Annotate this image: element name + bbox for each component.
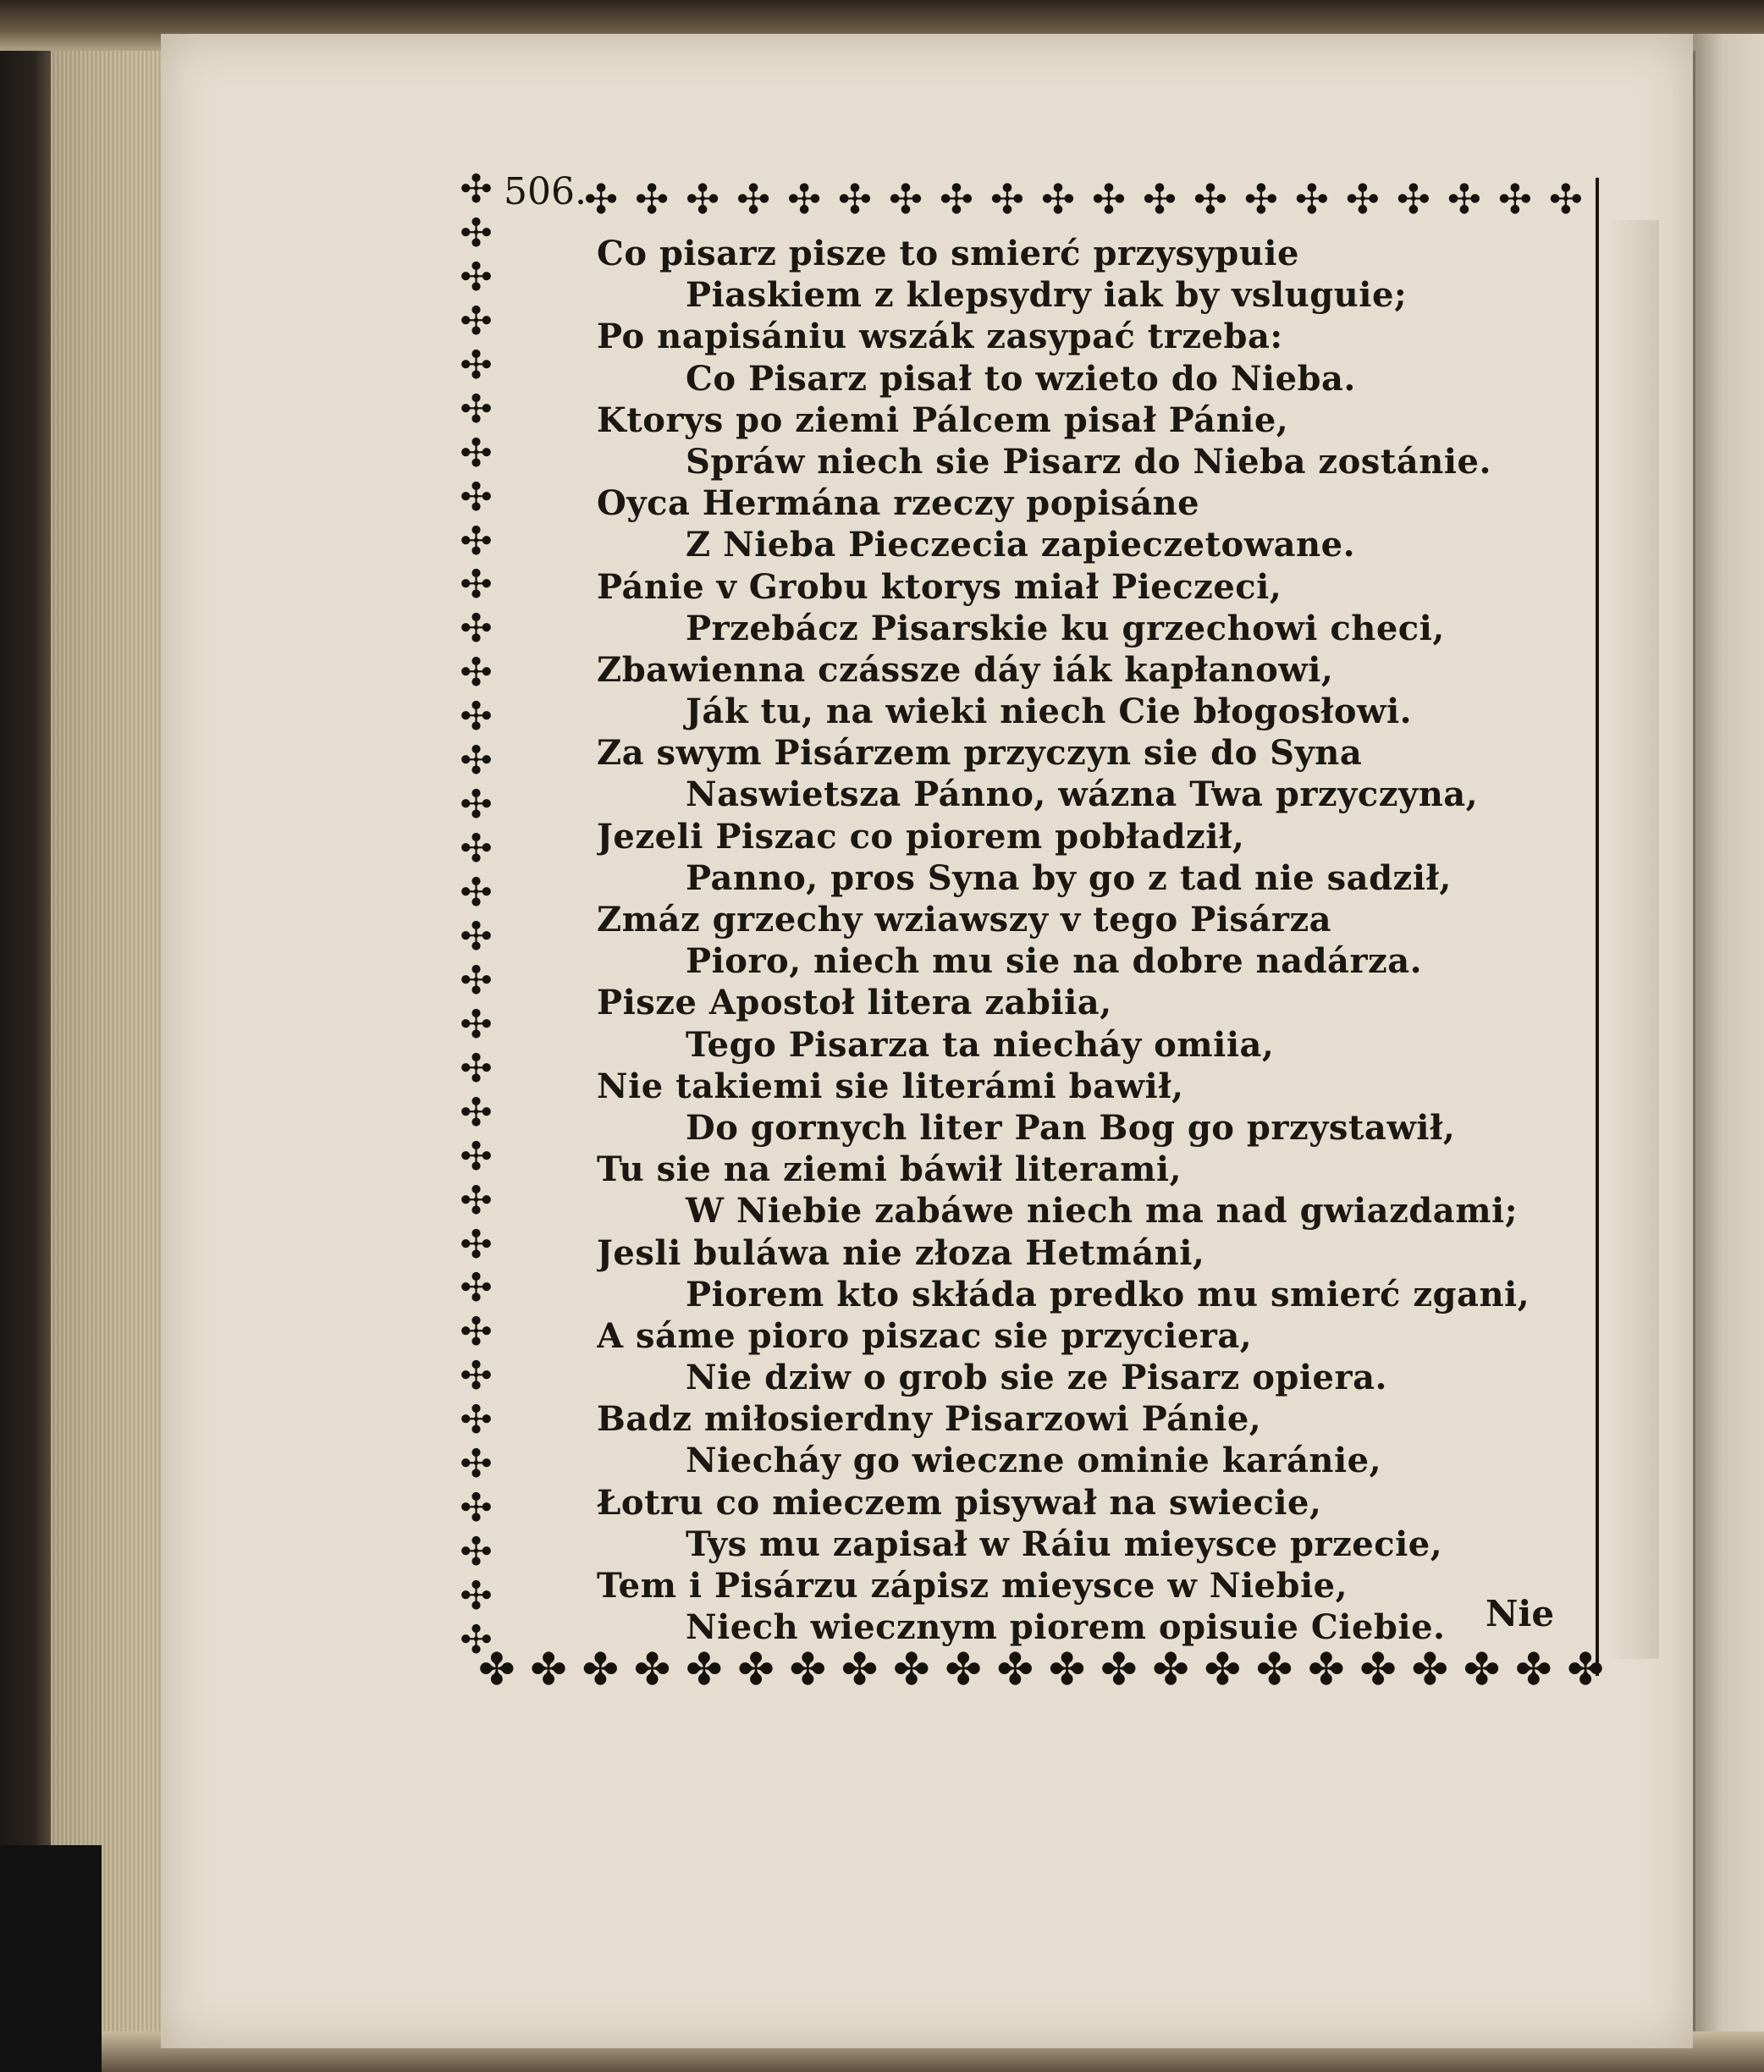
fleuron-icon: ✣ bbox=[460, 1221, 493, 1267]
fleuron-icon: ✣ bbox=[460, 1529, 493, 1575]
verse-line: Nie takiemi sie literámi bawił, bbox=[597, 1066, 1184, 1106]
fleuron-icon: ✣ bbox=[1497, 176, 1532, 223]
verse-line: Tys mu zapisał w Ráiu mieysce przecie, bbox=[686, 1524, 1443, 1564]
fleuron-icon: ✣ bbox=[460, 693, 493, 740]
fleuron-icon: ✣ bbox=[460, 1441, 493, 1487]
fleuron-icon: ✣ bbox=[1294, 176, 1329, 223]
fleuron-icon: ✣ bbox=[460, 517, 493, 564]
fleuron-icon: ✣ bbox=[460, 956, 493, 1003]
verse-line: Niecháy go wieczne ominie karánie, bbox=[686, 1441, 1382, 1481]
verse-line: Tego Pisarza ta niecháy omiia, bbox=[686, 1024, 1275, 1065]
fleuron-icon: ✣ bbox=[460, 1485, 493, 1531]
verse-line: Przebácz Pisarskie ku grzechowi checi, bbox=[686, 608, 1445, 648]
fleuron-icon: ✤ bbox=[789, 1644, 827, 1695]
fleuron-icon: ✣ bbox=[460, 1132, 493, 1179]
fleuron-icon: ✣ bbox=[460, 385, 493, 432]
fleuron-icon: ✣ bbox=[736, 176, 771, 223]
fleuron-icon: ✣ bbox=[1243, 176, 1279, 223]
fleuron-icon: ✤ bbox=[1152, 1644, 1189, 1695]
fleuron-icon: ✤ bbox=[1463, 1644, 1501, 1695]
fleuron-icon: ✣ bbox=[460, 737, 493, 784]
fleuron-icon: ✣ bbox=[460, 1177, 493, 1223]
fleuron-icon: ✤ bbox=[582, 1644, 620, 1695]
verse-line: Łotru co mieczem pisywał na swiecie, bbox=[597, 1482, 1322, 1523]
fleuron-icon: ✤ bbox=[478, 1644, 515, 1695]
fleuron-icon: ✣ bbox=[460, 1573, 493, 1618]
gutter-line bbox=[1693, 51, 1695, 2048]
verse-text bbox=[597, 233, 1591, 1648]
page-stack bbox=[51, 0, 178, 2072]
fleuron-icon: ✣ bbox=[460, 297, 493, 344]
fleuron-icon: ✣ bbox=[460, 1265, 493, 1311]
fleuron-icon: ✣ bbox=[460, 1000, 493, 1047]
fleuron-icon: ✣ bbox=[1091, 176, 1127, 223]
fleuron-icon: ✤ bbox=[1515, 1644, 1552, 1695]
fleuron-icon: ✤ bbox=[1100, 1644, 1138, 1695]
fleuron-icon: ✤ bbox=[1048, 1644, 1086, 1695]
fleuron-icon: ✣ bbox=[460, 429, 493, 476]
page-number: 506. bbox=[504, 170, 587, 213]
fleuron-icon: ✣ bbox=[460, 169, 493, 212]
fleuron-icon: ✣ bbox=[584, 176, 619, 223]
fleuron-icon: ✣ bbox=[837, 176, 873, 223]
fleuron-icon: ✣ bbox=[989, 176, 1025, 223]
verse-line: Tu sie na ziemi báwił literami, bbox=[597, 1149, 1182, 1190]
fleuron-icon: ✣ bbox=[460, 1044, 493, 1091]
fleuron-icon: ✣ bbox=[1345, 176, 1380, 223]
fleuron-icon: ✤ bbox=[1359, 1644, 1397, 1695]
verse-line: Po napisániu wszák zasypać trzeba: bbox=[597, 317, 1283, 357]
verse-line: Panno, pros Syna by go z tad nie sadził, bbox=[686, 857, 1452, 898]
verse-line: Co pisarz pisze to smierć przysypuie bbox=[597, 234, 1299, 273]
fleuron-icon: ✤ bbox=[1308, 1644, 1345, 1695]
verse-line: Nie dziw o grob sie ze Pisarz opiera. bbox=[686, 1358, 1387, 1398]
fleuron-icon: ✤ bbox=[633, 1644, 671, 1695]
fleuron-icon: ✣ bbox=[1447, 176, 1481, 223]
fleuron-icon: ✣ bbox=[1396, 176, 1430, 223]
fleuron-icon: ✣ bbox=[1193, 176, 1228, 223]
verse-line: Z Nieba Pieczecia zapieczetowane. bbox=[686, 525, 1356, 565]
fleuron-icon: ✤ bbox=[996, 1644, 1034, 1695]
fleuron-icon: ✣ bbox=[460, 869, 493, 915]
fleuron-icon: ✣ bbox=[460, 1088, 493, 1135]
fleuron-icon: ✣ bbox=[634, 176, 670, 223]
left-ornament-border bbox=[444, 169, 508, 1659]
verse-line: Pisze Apostoł litera zabiia, bbox=[597, 983, 1112, 1023]
verse-line: Jesli buláwa nie złoza Hetmáni, bbox=[597, 1232, 1205, 1273]
fleuron-icon: ✣ bbox=[460, 209, 493, 256]
fleuron-icon: ✣ bbox=[460, 1353, 493, 1399]
bottom-ornament-border bbox=[478, 1634, 1604, 1706]
fleuron-icon: ✣ bbox=[460, 1397, 493, 1443]
right-border-rule bbox=[1596, 178, 1599, 1676]
verse-line: Badz miłosierdny Pisarzowi Pánie, bbox=[597, 1399, 1262, 1440]
verse-line: Naswietsza Pánno, wázna Twa przyczyna, bbox=[686, 774, 1479, 815]
fleuron-icon: ✤ bbox=[841, 1644, 879, 1695]
verse-line: Niech wiecznym piorem opisuie Ciebie. bbox=[686, 1607, 1446, 1648]
verse-line: Piaskiem z klepsydry iak by vsluguie; bbox=[686, 275, 1408, 316]
fleuron-icon: ✤ bbox=[945, 1644, 982, 1695]
verse-line: Oyca Hermána rzeczy popisáne bbox=[597, 483, 1200, 524]
fleuron-icon: ✤ bbox=[1411, 1644, 1449, 1695]
fleuron-icon: ✣ bbox=[460, 341, 493, 388]
verse-line: Ktorys po ziemi Pálcem pisał Pánie, bbox=[597, 400, 1289, 440]
fleuron-icon: ✣ bbox=[460, 561, 493, 608]
top-ornament-border bbox=[584, 174, 1583, 226]
fleuron-icon: ✤ bbox=[686, 1644, 723, 1695]
fleuron-icon: ✣ bbox=[460, 825, 493, 872]
bleed-through bbox=[1608, 220, 1659, 1659]
fleuron-icon: ✣ bbox=[1040, 176, 1076, 223]
fleuron-icon: ✤ bbox=[1255, 1644, 1293, 1695]
verse-line: Piorem kto skłáda predko mu smierć zgani, bbox=[686, 1274, 1530, 1314]
fleuron-icon: ✤ bbox=[893, 1644, 930, 1695]
verse-line: Pánie v Grobu ktorys miał Pieczeci, bbox=[597, 566, 1282, 607]
fleuron-icon: ✤ bbox=[530, 1644, 567, 1695]
fleuron-icon: ✣ bbox=[786, 176, 822, 223]
verse-line: Za swym Pisárzem przyczyn sie do Syna bbox=[597, 733, 1363, 774]
verse-line: Ják tu, na wieki niech Cie błogosłowi. bbox=[686, 692, 1413, 732]
fleuron-icon: ✣ bbox=[460, 253, 493, 300]
verse-line: Spráw niech sie Pisarz do Nieba zostánie. bbox=[686, 441, 1491, 482]
verse-line: Jezeli Piszac co piorem pobładził, bbox=[597, 816, 1245, 857]
fleuron-icon: ✤ bbox=[737, 1644, 775, 1695]
verse-line: W Niebie zabáwe niech ma nad gwiazdami; bbox=[686, 1191, 1518, 1232]
fleuron-icon: ✣ bbox=[460, 1616, 493, 1659]
verse-line: Co Pisarz pisał to wzieto do Nieba. bbox=[686, 358, 1356, 399]
fleuron-icon: ✣ bbox=[460, 649, 493, 696]
fleuron-icon: ✣ bbox=[1142, 176, 1177, 223]
verse-line: Tem i Pisárzu zápisz mieysce w Niebie, bbox=[597, 1566, 1348, 1606]
fleuron-icon: ✣ bbox=[685, 176, 720, 223]
catchword: Nie bbox=[1486, 1593, 1555, 1634]
fleuron-icon: ✤ bbox=[1567, 1644, 1604, 1695]
verse-line: A sáme pioro piszac sie przyciera, bbox=[597, 1315, 1253, 1356]
fleuron-icon: ✣ bbox=[888, 176, 923, 223]
verse-line: Zbawienna czássze dáy iák kapłanowi, bbox=[597, 649, 1334, 690]
dark-corner bbox=[0, 1845, 102, 2072]
fleuron-icon: ✤ bbox=[1204, 1644, 1242, 1695]
fleuron-icon: ✣ bbox=[460, 473, 493, 520]
fleuron-icon: ✣ bbox=[460, 781, 493, 828]
fleuron-icon: ✣ bbox=[939, 176, 974, 223]
verse-line: Pioro, niech mu sie na dobre nadárza. bbox=[686, 941, 1423, 982]
verse-line: Do gornych liter Pan Bog go przystawił, bbox=[686, 1107, 1456, 1148]
fleuron-icon: ✣ bbox=[460, 912, 493, 959]
verse-line: Zmáz grzechy wziawszy v tego Pisárza bbox=[597, 900, 1332, 940]
fleuron-icon: ✣ bbox=[460, 605, 493, 652]
fleuron-icon: ✣ bbox=[1548, 176, 1583, 223]
fleuron-icon: ✣ bbox=[460, 1309, 493, 1355]
